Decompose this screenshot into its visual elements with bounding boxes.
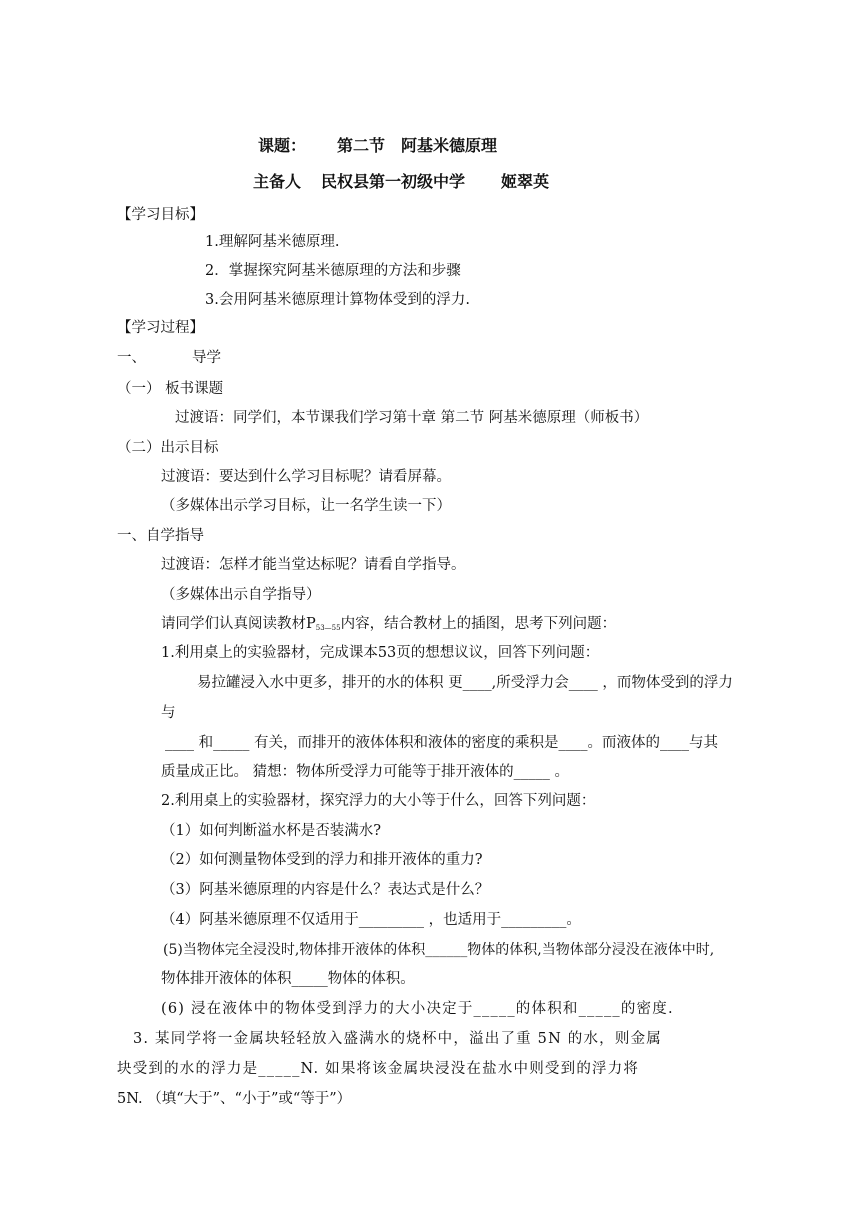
question-1-line-4: 质量成正比。 猜想：物体所受浮力可能等于排开液体的_____ 。	[161, 764, 569, 780]
reading-instruction-pre: 请同学们认真阅读教材P	[161, 616, 316, 632]
section1-heading: （一） 板书课题	[117, 381, 224, 397]
process-heading: 【学习过程】	[117, 320, 204, 336]
question-1: 1.利用桌上的实验器材，完成课本53页的想想议议，回答下列问题：	[161, 645, 600, 661]
school-name: 民权县第一初级中学	[321, 172, 466, 191]
question-2-item-5a: (5)当物体完全浸没时,物体排开液体的体积______物体的体积,当物体部分浸没在液体中时,	[163, 942, 715, 958]
part1-number: 一、	[117, 350, 146, 366]
part2-text-1: 过渡语：怎样才能当堂达标呢？请看自学指导。	[161, 557, 466, 573]
reading-instruction	[161, 614, 616, 638]
question-3-line-3: 5N. （填“大于”、“小于”或“等于”）	[117, 1091, 352, 1107]
question-2-item-4: （4）阿基米德原理不仅适用于_________ ，也适用于_________。	[161, 912, 581, 928]
question-1-line-2: 与	[161, 705, 176, 721]
reading-instruction-post: 内容，结合教材上的插图，思考下列问题：	[340, 616, 617, 632]
section1-text: 过渡语：同学们，本节课我们学习第十章 第二节 阿基米德原理（师板书）	[175, 410, 649, 426]
topic-label: 课题：	[258, 136, 307, 155]
question-2-item-3: （3）阿基米德原理的内容是什么？表达式是什么？	[161, 882, 490, 898]
question-1-line-1: 易拉罐浸入水中更多，排开的水的体积 更____,所受浮力会____ ，而物体受到的浮力	[197, 675, 733, 691]
section2-heading: （二）出示目标	[117, 440, 219, 456]
question-2-item-2: （2）如何测量物体受到的浮力和排开液体的重力?	[161, 852, 483, 868]
question-3-line-1: 3. 某同学将一金属块轻轻放入盛满水的烧杯中，溢出了重 5N 的水，则金属	[133, 1031, 662, 1047]
question-1-line-3: ____ 和_____ 有关，而排开的液体体积和液体的密度的乘积是____。而液体的____与其	[165, 735, 718, 751]
goals-heading: 【学习目标】	[117, 207, 204, 223]
question-3-line-2: 块受到的水的浮力是_____N. 如果将该金属块浸没在盐水中则受到的浮力将	[117, 1061, 640, 1077]
page-title: 第二节 阿基米德原理	[337, 136, 498, 155]
question-2-item-6: (6) 浸在液体中的物体受到浮力的大小决定于_____的体积和_____的密度.	[161, 1001, 674, 1017]
part2-heading: 一、自学指导	[117, 528, 204, 544]
part2-text-2: （多媒体出示自学指导）	[161, 587, 321, 603]
section2-text-2: （多媒体出示学习目标，让一名学生读一下）	[161, 498, 451, 514]
question-2-item-5b: 物体排开液体的体积_____物体的体积。	[161, 971, 415, 987]
section2-text-1: 过渡语：要达到什么学习目标呢？请看屏幕。	[161, 469, 451, 485]
page-range-subscript: 53—55	[315, 624, 341, 632]
goal-item-1: 1.理解阿基米德原理.	[205, 234, 340, 250]
goal-item-3: 3.会用阿基米德原理计算物体受到的浮力.	[205, 292, 470, 308]
goal-item-2: 2．掌握探究阿基米德原理的方法和步骤	[205, 263, 461, 279]
part1-title: 导学	[192, 350, 221, 366]
author-name: 姬翠英	[501, 172, 550, 191]
author-label: 主备人	[253, 172, 302, 191]
question-2-item-1: （1）如何判断溢水杯是否装满水?	[161, 823, 381, 839]
question-2: 2.利用桌上的实验器材，探究浮力的大小等于什么，回答下列问题：	[161, 793, 596, 809]
